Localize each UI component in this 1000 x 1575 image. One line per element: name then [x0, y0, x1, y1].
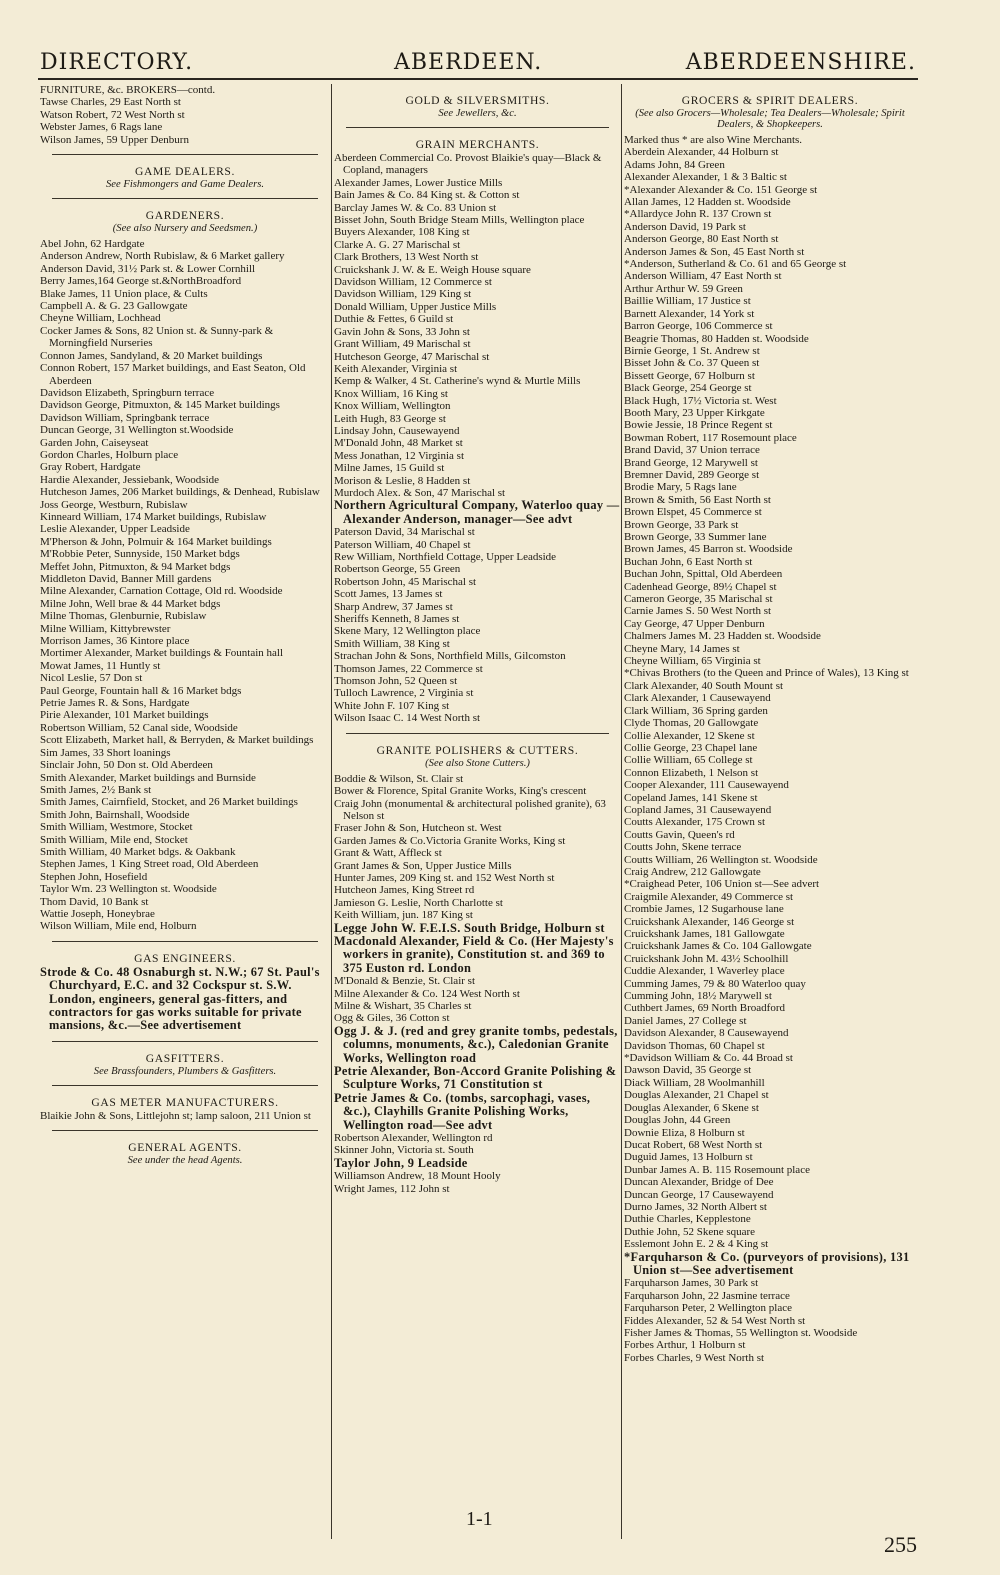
- directory-entry: *Craighead Peter, 106 Union st—See advert: [624, 878, 820, 891]
- directory-entry: Hutcheson James, 206 Market buildings, & Denhead, Rubislaw: [40, 486, 320, 499]
- directory-entry: Brown James, 45 Barron st. Woodside: [624, 543, 793, 556]
- directory-entry: Bissett George, 67 Holburn st: [624, 369, 755, 382]
- directory-entry: *Chivas Brothers (to the Queen and Prince of Wales), 13 King st: [624, 667, 909, 680]
- directory-entry: Strachan John & Sons, Northfield Mills, Gilcomston: [334, 650, 566, 663]
- directory-entry: Hutcheon James, King Street rd: [334, 884, 475, 897]
- directory-entry: Duncan George, 17 Causewayend: [624, 1188, 774, 1201]
- directory-entry: Adams John, 84 Green: [624, 158, 725, 171]
- section-heading: GASFITTERS.: [145, 1051, 225, 1065]
- directory-entry: Garden James & Co.Victoria Granite Works, King st: [334, 834, 566, 847]
- directory-entry: Aberdein Alexander, 44 Holburn st: [624, 146, 779, 159]
- directory-entry: Taylor John, 9 Leadside: [334, 1155, 468, 1170]
- directory-entry: Bain James & Co. 84 King st. & Cotton st: [334, 189, 520, 202]
- directory-entry: Thomson James, 22 Commerce st: [334, 662, 483, 675]
- directory-entry: Leslie Alexander, Upper Leadside: [40, 523, 190, 536]
- section-heading: GARDENERS.: [145, 209, 225, 223]
- directory-entry: Alexander Alexander, 1 & 3 Baltic st: [624, 171, 787, 184]
- directory-entry: Sinclair John, 50 Don st. Old Aberdeen: [40, 759, 213, 772]
- section-note: (See also Nursery and Seedsmen.): [112, 223, 258, 235]
- directory-entry: Cruickshank Alexander, 146 George st: [624, 915, 795, 928]
- directory-entry: Robertson John, 45 Marischal st: [334, 575, 477, 588]
- directory-entry: Sim James, 33 Short loanings: [40, 746, 171, 759]
- directory-entry: Esslemont John E. 2 & 4 King st: [624, 1238, 769, 1251]
- directory-entry: Smith James, Cairnfield, Stocket, and 26 Market buildings: [40, 796, 298, 809]
- directory-entry: Anderson William, 47 East North st: [624, 270, 782, 283]
- directory-entry: M'Pherson & John, Polmuir & 164 Market buildings: [40, 535, 272, 548]
- directory-entry: Ogg J. & J. (red and grey granite tombs, pedestals, columns, monuments, &c.), Caledonian Granite Works, Wellington road: [334, 1023, 618, 1065]
- directory-entry: Dawson David, 35 George st: [624, 1064, 752, 1077]
- directory-entry: Stephen James, 1 King Street road, Old Aberdeen: [40, 858, 259, 871]
- directory-entry: Robertson George, 55 Green: [334, 563, 461, 576]
- directory-entry: Duguid James, 13 Holburn st: [624, 1151, 753, 1164]
- directory-entry: Boddie & Wilson, St. Clair st: [334, 772, 464, 785]
- directory-entry: Grant William, 49 Marischal st: [334, 338, 471, 351]
- directory-entry: M'Donald John, 48 Market st: [334, 437, 463, 450]
- directory-entry: Thomson John, 52 Queen st: [334, 675, 458, 688]
- directory-entry: Cay George, 47 Upper Denburn: [624, 617, 765, 630]
- directory-entry: Strode & Co. 48 Osnaburgh st. N.W.; 67 St. Paul's Churchyard, E.C. and 32 Cockspur st. S.W. London, engineers, general gas-fitters, and contractors for gas works suitable for private mansions, &c.—See advertisement: [40, 964, 320, 1033]
- directory-entry: Davidson William, 129 King st: [334, 288, 472, 301]
- directory-section: [334, 733, 621, 1195]
- directory-entry: Mortimer Alexander, Market buildings & Fountain hall: [40, 647, 284, 660]
- directory-section: [334, 127, 621, 725]
- directory-entry: Beagrie Thomas, 80 Hadden st. Woodside: [624, 332, 809, 345]
- directory-entry: Murdoch Alex. & Son, 47 Marischal st: [334, 486, 506, 499]
- directory-entry: Ogg & Giles, 36 Cotton st: [334, 1012, 450, 1025]
- section-heading: GROCERS & SPIRIT DEALERS.: [681, 94, 859, 107]
- directory-entry: Milne William, Kittybrewster: [40, 622, 171, 635]
- directory-entry: Paterson David, 34 Marischal st: [334, 526, 475, 539]
- directory-entry: Cruickshank James, 181 Gallowgate: [624, 928, 785, 940]
- directory-entry: Marked thus * are also Wine Merchants.: [624, 134, 803, 146]
- directory-entry: Campbell A. & G. 23 Gallowgate: [40, 300, 188, 313]
- header-right: ABERDEENSHIRE.: [685, 50, 916, 75]
- directory-entry: Watson Robert, 72 West North st: [40, 108, 185, 121]
- directory-entry: Pirie Alexander, 101 Market buildings: [40, 709, 209, 722]
- directory-entry: *Farquharson & Co. (purveyors of provisions), 131 Union st—See advertisement: [624, 1249, 910, 1277]
- directory-entry: Kinneard William, 174 Market buildings, Rubislaw: [40, 510, 267, 523]
- directory-entry: Brown George, 33 Summer lane: [624, 531, 767, 543]
- directory-entry: Smith William, 38 King st: [334, 637, 450, 650]
- section-heading: GRAIN MERCHANTS.: [415, 138, 540, 151]
- directory-entry: *Anderson, Sutherland & Co. 61 and 65 George st: [624, 258, 847, 271]
- directory-entry: Smith James, 2½ Bank st: [40, 783, 152, 796]
- directory-entry: Mowat James, 11 Huntly st: [40, 659, 161, 672]
- section-heading: GAS ENGINEERS.: [134, 951, 236, 965]
- directory-entry: Taylor Wm. 23 Wellington st. Woodside: [40, 883, 217, 896]
- directory-entry: Skene Mary, 12 Wellington place: [334, 625, 481, 638]
- directory-entry: Connon Robert, 157 Market buildings, and East Seaton, Old Aberdeen: [40, 362, 306, 387]
- directory-entry: Brand George, 12 Marywell st: [624, 456, 758, 469]
- directory-entry: Wright James, 112 John st: [334, 1182, 450, 1195]
- directory-entry: Clark William, 36 Spring garden: [624, 704, 768, 717]
- directory-entry: Fisher James & Thomas, 55 Wellington st. Woodside: [624, 1327, 858, 1339]
- directory-entry: Milne Alexander, Carnation Cottage, Old rd. Woodside: [40, 585, 283, 598]
- directory-entry: Coutts John, Skene terrace: [624, 841, 742, 854]
- directory-entry: Collie Alexander, 12 Skene st: [624, 729, 755, 742]
- section-note: See Jewellers, &c.: [438, 108, 517, 119]
- directory-entry: Skinner John, Victoria st. South: [334, 1144, 474, 1157]
- section-note: (See also Stone Cutters.): [425, 757, 530, 769]
- directory-entry: Paul George, Fountain hall & 16 Market bdgs: [40, 684, 242, 697]
- directory-entry: Legge John W. F.E.I.S. South Bridge, Holburn st: [334, 920, 605, 935]
- directory-entry: Leith Hugh, 83 George st: [334, 412, 446, 425]
- directory-entry: Cheyne William, Lochhead: [40, 312, 161, 325]
- directory-entry: Farquharson John, 22 Jasmine terrace: [624, 1289, 790, 1302]
- directory-entry: Joss George, Westburn, Rubislaw: [40, 498, 188, 511]
- signature-mark: 1-1: [466, 1508, 493, 1530]
- directory-entry: Kemp & Walker, 4 St. Catherine's wynd & Murtle Mills: [334, 375, 581, 388]
- directory-entry: Grant James & Son, Upper Justice Mills: [334, 859, 512, 872]
- directory-entry: Collie William, 65 College st: [624, 754, 753, 767]
- directory-entry: Barron George, 106 Commerce st: [624, 320, 773, 333]
- directory-entry: Cuthbert James, 69 North Broadford: [624, 1002, 785, 1015]
- header-rule: [38, 78, 918, 80]
- directory-entry: Copland James, 31 Causewayend: [624, 803, 772, 816]
- directory-entry: Milne James, 15 Guild st: [334, 462, 445, 475]
- directory-section: [40, 1085, 330, 1122]
- directory-entry: Wilson James, 59 Upper Denburn: [40, 133, 189, 146]
- directory-section: [624, 94, 916, 1364]
- directory-entry: Clark Brothers, 13 West North st: [334, 251, 479, 264]
- directory-entry: Smith William, Westmore, Stocket: [40, 821, 193, 834]
- directory-entry: Duthie John, 52 Skene square: [624, 1225, 756, 1238]
- section-heading: GAS METER MANUFACTURERS.: [91, 1095, 279, 1109]
- directory-entry: Douglas Alexander, 21 Chapel st: [624, 1089, 769, 1102]
- column-1: [40, 84, 330, 1554]
- directory-entry: Copeland James, 141 Skene st: [624, 791, 758, 804]
- section-divider: [52, 1041, 318, 1042]
- directory-entry: Morison & Leslie, 8 Hadden st: [334, 474, 471, 487]
- directory-entry: Cruickshank James & Co. 104 Gallowgate: [624, 940, 812, 953]
- directory-entry: Bower & Florence, Spital Granite Works, King's crescent: [334, 785, 587, 798]
- directory-section: [40, 154, 330, 190]
- directory-entry: Craigmile Alexander, 49 Commerce st: [624, 890, 794, 903]
- directory-entry: Stephen John, Hosefield: [40, 870, 148, 883]
- directory-entry: Milne Alexander & Co. 124 West North st: [334, 987, 520, 1000]
- directory-section: [334, 94, 621, 119]
- directory-entry: Jamieson G. Leslie, North Charlotte st: [334, 896, 503, 909]
- directory-entry: Bowman Robert, 117 Rosemount place: [624, 431, 797, 444]
- directory-entry: Cumming James, 79 & 80 Waterloo quay: [624, 977, 806, 990]
- directory-entry: Anderson Andrew, North Rubislaw, & 6 Market gallery: [40, 250, 285, 263]
- directory-entry: Black George, 254 George st: [624, 382, 752, 395]
- directory-entry: Davidson Thomas, 60 Chapel st: [624, 1039, 765, 1052]
- directory-entry: M'Donald & Benzie, St. Clair st: [334, 975, 475, 988]
- directory-entry: Coutts Gavin, Queen's rd: [624, 828, 735, 841]
- directory-entry: Fiddes Alexander, 52 & 54 West North st: [624, 1314, 806, 1327]
- directory-entry: Milne John, Well brae & 44 Market bdgs: [40, 597, 221, 610]
- directory-entry: Milne Thomas, Glenburnie, Rubislaw: [40, 610, 207, 623]
- directory-entry: Allan James, 12 Hadden st. Woodside: [624, 196, 791, 209]
- directory-entry: Berry James,164 George st.&NorthBroadford: [40, 275, 242, 288]
- directory-entry: Scott Elizabeth, Market hall, & Berryden, & Market buildings: [40, 734, 314, 747]
- column-3: [624, 84, 916, 1554]
- directory-entry: Cheyne Mary, 14 James st: [624, 642, 740, 655]
- directory-entry: Downie Eliza, 8 Holburn st: [624, 1126, 745, 1139]
- page-number: 255: [884, 1532, 917, 1557]
- directory-entry: Smith William, 40 Market bdgs. & Oakbank: [40, 845, 236, 858]
- directory-entry: Sheriffs Kenneth, 8 James st: [334, 613, 460, 626]
- directory-entry: Thom David, 10 Bank st: [40, 895, 149, 908]
- section-heading: GAME DEALERS.: [135, 165, 235, 179]
- section-divider: [52, 198, 318, 199]
- directory-entry: Forbes Charles, 9 West North st: [624, 1351, 765, 1364]
- directory-entry: Tawse Charles, 29 East North st: [40, 96, 181, 109]
- directory-entry: Clarke A. G. 27 Marischal st: [334, 238, 461, 251]
- directory-entry: Connon Elizabeth, 1 Nelson st: [624, 766, 759, 779]
- directory-entry: Brown Elspet, 45 Commerce st: [624, 506, 762, 519]
- directory-entry: Diack William, 28 Woolmanhill: [624, 1076, 765, 1089]
- directory-entry: Meffet John, Pitmuxton, & 94 Market bdgs: [40, 560, 231, 573]
- directory-entry: Northern Agricultural Company, Waterloo quay — Alexander Anderson, manager—See advt: [334, 498, 620, 526]
- directory-entry: Middleton David, Banner Mill gardens: [40, 573, 212, 585]
- directory-entry: Smith Alexander, Market buildings and Burnside: [40, 771, 256, 784]
- directory-section: [40, 84, 330, 146]
- directory-entry: Keith William, jun. 187 King st: [334, 909, 473, 922]
- directory-section: [40, 941, 330, 1033]
- directory-entry: Keith Alexander, Virginia st: [334, 362, 458, 375]
- column-divider: [331, 84, 332, 1539]
- directory-entry: Cheyne William, 65 Virginia st: [624, 655, 761, 668]
- directory-entry: Buchan John, 6 East North st: [624, 555, 753, 568]
- directory-entry: Alexander James, Lower Justice Mills: [334, 176, 503, 189]
- section-divider: [52, 1130, 318, 1131]
- directory-entry: Aberdeen Commercial Co. Provost Blaikie's quay—Black & Copland, managers: [334, 152, 602, 177]
- directory-section: [40, 1130, 330, 1166]
- directory-entry: Cameron George, 35 Marischal st: [624, 593, 773, 606]
- directory-entry: Bowie Jessie, 18 Prince Regent st: [624, 419, 773, 432]
- directory-entry: FURNITURE, &c. BROKERS—contd.: [40, 84, 216, 96]
- directory-entry: *Alexander Alexander & Co. 151 George st: [624, 183, 818, 196]
- directory-entry: Brown George, 33 Park st: [624, 518, 739, 531]
- directory-entry: Cadenhead George, 89½ Chapel st: [624, 580, 777, 593]
- directory-entry: Wilson William, Mile end, Holburn: [40, 920, 197, 933]
- section-heading: GENERAL AGENTS.: [128, 1141, 242, 1155]
- directory-entry: Bisset John & Co. 37 Queen st: [624, 357, 760, 370]
- directory-entry: Baillie William, 17 Justice st: [624, 295, 751, 308]
- directory-entry: Crombie James, 12 Sugarhouse lane: [624, 903, 784, 916]
- directory-entry: Blaikie John & Sons, Littlejohn st; lamp saloon, 211 Union st: [40, 1109, 311, 1122]
- directory-entry: Craig Andrew, 212 Gallowgate: [624, 865, 761, 878]
- directory-entry: Macdonald Alexander, Field & Co. (Her Majesty's workers in granite), Constitution st. and 369 to 375 Euston rd. London: [334, 933, 614, 975]
- directory-entry: Milne & Wishart, 35 Charles st: [334, 1000, 472, 1012]
- directory-entry: Bisset John, South Bridge Steam Mills, Wellington place: [334, 214, 585, 227]
- directory-entry: Bremner David, 289 George st: [624, 468, 760, 481]
- directory-entry: Anderson David, 19 Park st: [624, 220, 746, 233]
- directory-entry: Daniel James, 27 College st: [624, 1014, 747, 1027]
- directory-entry: Davidson William, Springbank terrace: [40, 411, 210, 424]
- column-2: [334, 84, 621, 1534]
- directory-entry: Grant & Watt, Affleck st: [334, 847, 442, 860]
- directory-entry: White John F. 107 King st: [334, 699, 450, 712]
- directory-entry: Clark Alexander, 1 Causewayend: [624, 692, 771, 705]
- directory-entry: Buchan John, Spittal, Old Aberdeen: [624, 568, 783, 581]
- section-divider: [52, 1085, 318, 1086]
- directory-entry: Mess Jonathan, 12 Virginia st: [334, 449, 465, 462]
- directory-entry: Coutts Alexander, 175 Crown st: [624, 816, 766, 829]
- directory-entry: Dunbar James A. B. 115 Rosemount place: [624, 1163, 810, 1176]
- directory-entry: Gray Robert, Hardgate: [40, 461, 141, 474]
- directory-entry: Morrison James, 36 Kintore place: [40, 635, 190, 648]
- section-note: See under the head Agents.: [127, 1155, 243, 1167]
- directory-entry: Birnie George, 1 St. Andrew st: [624, 344, 760, 357]
- directory-entry: Duthie & Fettes, 6 Guild st: [334, 313, 454, 326]
- directory-entry: Knox William, Wellington: [334, 400, 451, 413]
- directory-entry: Coutts William, 26 Wellington st. Woodside: [624, 853, 818, 866]
- directory-entry: Barnett Alexander, 14 York st: [624, 307, 755, 320]
- directory-entry: *Allardyce John R. 137 Crown st: [624, 208, 772, 221]
- directory-entry: Arthur Arthur W. 59 Green: [624, 282, 743, 295]
- directory-entry: Knox William, 16 King st: [334, 387, 448, 400]
- directory-entry: Brown & Smith, 56 East North st: [624, 493, 771, 506]
- directory-entry: Clark Alexander, 40 South Mount st: [624, 679, 784, 692]
- directory-entry: Webster James, 6 Rags lane: [40, 121, 163, 134]
- directory-entry: Davidson Alexander, 8 Causewayend: [624, 1027, 789, 1040]
- directory-entry: Nicol Leslie, 57 Don st: [40, 672, 143, 685]
- directory-entry: Craig John (monumental & architectural polished granite), 63 Nelson st: [334, 797, 606, 822]
- directory-entry: Robertson Alexander, Wellington rd: [334, 1132, 493, 1145]
- directory-entry: Blake James, 11 Union place, & Cults: [40, 287, 208, 300]
- directory-entry: Hunter James, 209 King st. and 152 West North st: [334, 871, 555, 884]
- directory-entry: Rew William, Northfield Cottage, Upper Leadside: [334, 551, 557, 563]
- section-heading: GRANITE POLISHERS & CUTTERS.: [376, 743, 579, 757]
- directory-entry: Cumming John, 18½ Marywell st: [624, 990, 772, 1003]
- directory-entry: Hardie Alexander, Jessiebank, Woodside: [40, 473, 220, 486]
- directory-entry: Smith William, Mile end, Stocket: [40, 833, 188, 846]
- directory-entry: Petrie Alexander, Bon-Accord Granite Polishing & Sculpture Works, 71 Constitution st: [334, 1064, 617, 1092]
- directory-entry: Smith John, Bairnshall, Woodside: [40, 808, 190, 821]
- section-note: See Brassfounders, Plumbers & Gasfitters.: [93, 1065, 277, 1077]
- directory-entry: Duncan Alexander, Bridge of Dee: [624, 1176, 774, 1189]
- directory-entry: Wilson Isaac C. 14 West North st: [334, 712, 481, 725]
- section-heading: GOLD & SILVERSMITHS.: [405, 94, 550, 107]
- directory-entry: Hutcheson George, 47 Marischal st: [334, 350, 490, 363]
- directory-entry: Lindsay John, Causewayend: [334, 424, 460, 437]
- directory-entry: Williamson Andrew, 18 Mount Hooly: [334, 1170, 501, 1183]
- section-divider: [346, 127, 609, 128]
- directory-entry: Duncan George, 31 Wellington st.Woodside: [40, 424, 234, 437]
- section-divider: [52, 154, 318, 155]
- directory-entry: Douglas Alexander, 6 Skene st: [624, 1101, 759, 1114]
- directory-entry: Davidson George, Pitmuxton, & 145 Market buildings: [40, 399, 280, 412]
- section-divider: [52, 941, 318, 942]
- directory-entry: Anderson David, 31½ Park st. & Lower Cornhill: [40, 262, 256, 275]
- directory-entry: Durno James, 32 North Albert st: [624, 1200, 767, 1213]
- directory-entry: Fraser John & Son, Hutcheon st. West: [334, 822, 502, 835]
- directory-entry: Gordon Charles, Holburn place: [40, 448, 179, 461]
- directory-entry: Ducat Robert, 68 West North st: [624, 1138, 763, 1151]
- directory-entry: Gavin John & Sons, 33 John st: [334, 325, 470, 338]
- directory-entry: Petrie James & Co. (tombs, sarcophagi, vases, &c.), Clayhills Granite Polishing Works, Wellington road—See advt: [334, 1090, 591, 1132]
- directory-entry: Farquharson James, 30 Park st: [624, 1277, 759, 1290]
- directory-entry: Cruickshank John M. 43½ Schoolhill: [624, 952, 789, 965]
- section-divider: [346, 733, 609, 734]
- directory-entry: Clyde Thomas, 20 Gallowgate: [624, 717, 759, 730]
- section-note: (See also Grocers—Wholesale; Tea Dealers—Wholesale; Spirit Dealers, & Shopkeepers.: [635, 108, 905, 130]
- directory-section: [40, 198, 330, 933]
- directory-entry: Donald William, Upper Justice Mills: [334, 300, 497, 313]
- directory-entry: Brand David, 37 Union terrace: [624, 444, 760, 457]
- directory-entry: Brodie Mary, 5 Rags lane: [624, 481, 737, 494]
- directory-entry: Barclay James W. & Co. 83 Union st: [334, 201, 497, 214]
- directory-entry: Cocker James & Sons, 82 Union st. & Sunny-park & Morningfield Nurseries: [40, 324, 274, 350]
- directory-entry: Buyers Alexander, 108 King st: [334, 226, 470, 239]
- directory-entry: Cruickshank J. W. & E. Weigh House square: [334, 263, 531, 276]
- directory-entry: Duthie Charles, Kepplestone: [624, 1213, 751, 1226]
- directory-entry: Petrie James R. & Sons, Hardgate: [40, 697, 190, 710]
- directory-entry: Garden John, Caiseyseat: [40, 436, 149, 449]
- directory-entry: Douglas John, 44 Green: [624, 1114, 731, 1127]
- directory-entry: Davidson William, 12 Commerce st: [334, 276, 492, 289]
- directory-entry: Forbes Arthur, 1 Holburn st: [624, 1339, 746, 1352]
- section-note: See Fishmongers and Game Dealers.: [106, 179, 264, 191]
- directory-entry: Sharp Andrew, 37 James st: [334, 600, 453, 613]
- page-header: [0, 0, 1000, 80]
- directory-entry: Carnie James S. 50 West North st: [624, 605, 772, 618]
- directory-entry: Davidson Elizabeth, Springburn terrace: [40, 386, 215, 399]
- directory-entry: Paterson William, 40 Chapel st: [334, 538, 471, 551]
- directory-entry: Tulloch Lawrence, 2 Virginia st: [334, 687, 474, 700]
- directory-entry: Anderson George, 80 East North st: [624, 233, 779, 246]
- header-center: ABERDEEN.: [394, 50, 543, 75]
- directory-section: [40, 1041, 330, 1077]
- directory-entry: Cooper Alexander, 111 Causewayend: [624, 779, 789, 792]
- directory-entry: Booth Mary, 23 Upper Kirkgate: [624, 406, 765, 419]
- header-left: DIRECTORY.: [40, 50, 194, 75]
- directory-entry: Chalmers James M. 23 Hadden st. Woodside: [624, 630, 821, 643]
- directory-entry: Robertson William, 52 Canal side, Woodside: [40, 721, 238, 734]
- directory-entry: *Davidson William & Co. 44 Broad st: [624, 1052, 793, 1065]
- directory-entry: Collie George, 23 Chapel lane: [624, 741, 758, 754]
- directory-entry: Farquharson Peter, 2 Wellington place: [624, 1302, 793, 1315]
- directory-entry: Abel John, 62 Hardgate: [40, 238, 145, 251]
- directory-entry: Anderson James & Son, 45 East North st: [624, 245, 805, 258]
- directory-entry: Cuddie Alexander, 1 Waverley place: [624, 965, 785, 978]
- directory-entry: Connon James, Sandyland, & 20 Market buildings: [40, 349, 263, 362]
- directory-entry: Black Hugh, 17½ Victoria st. West: [624, 394, 777, 407]
- directory-entry: Wattie Joseph, Honeybrae: [40, 907, 155, 920]
- directory-entry: M'Robbie Peter, Sunnyside, 150 Market bdgs: [40, 548, 240, 561]
- column-divider: [621, 84, 622, 1539]
- directory-entry: Scott James, 13 James st: [334, 588, 443, 601]
